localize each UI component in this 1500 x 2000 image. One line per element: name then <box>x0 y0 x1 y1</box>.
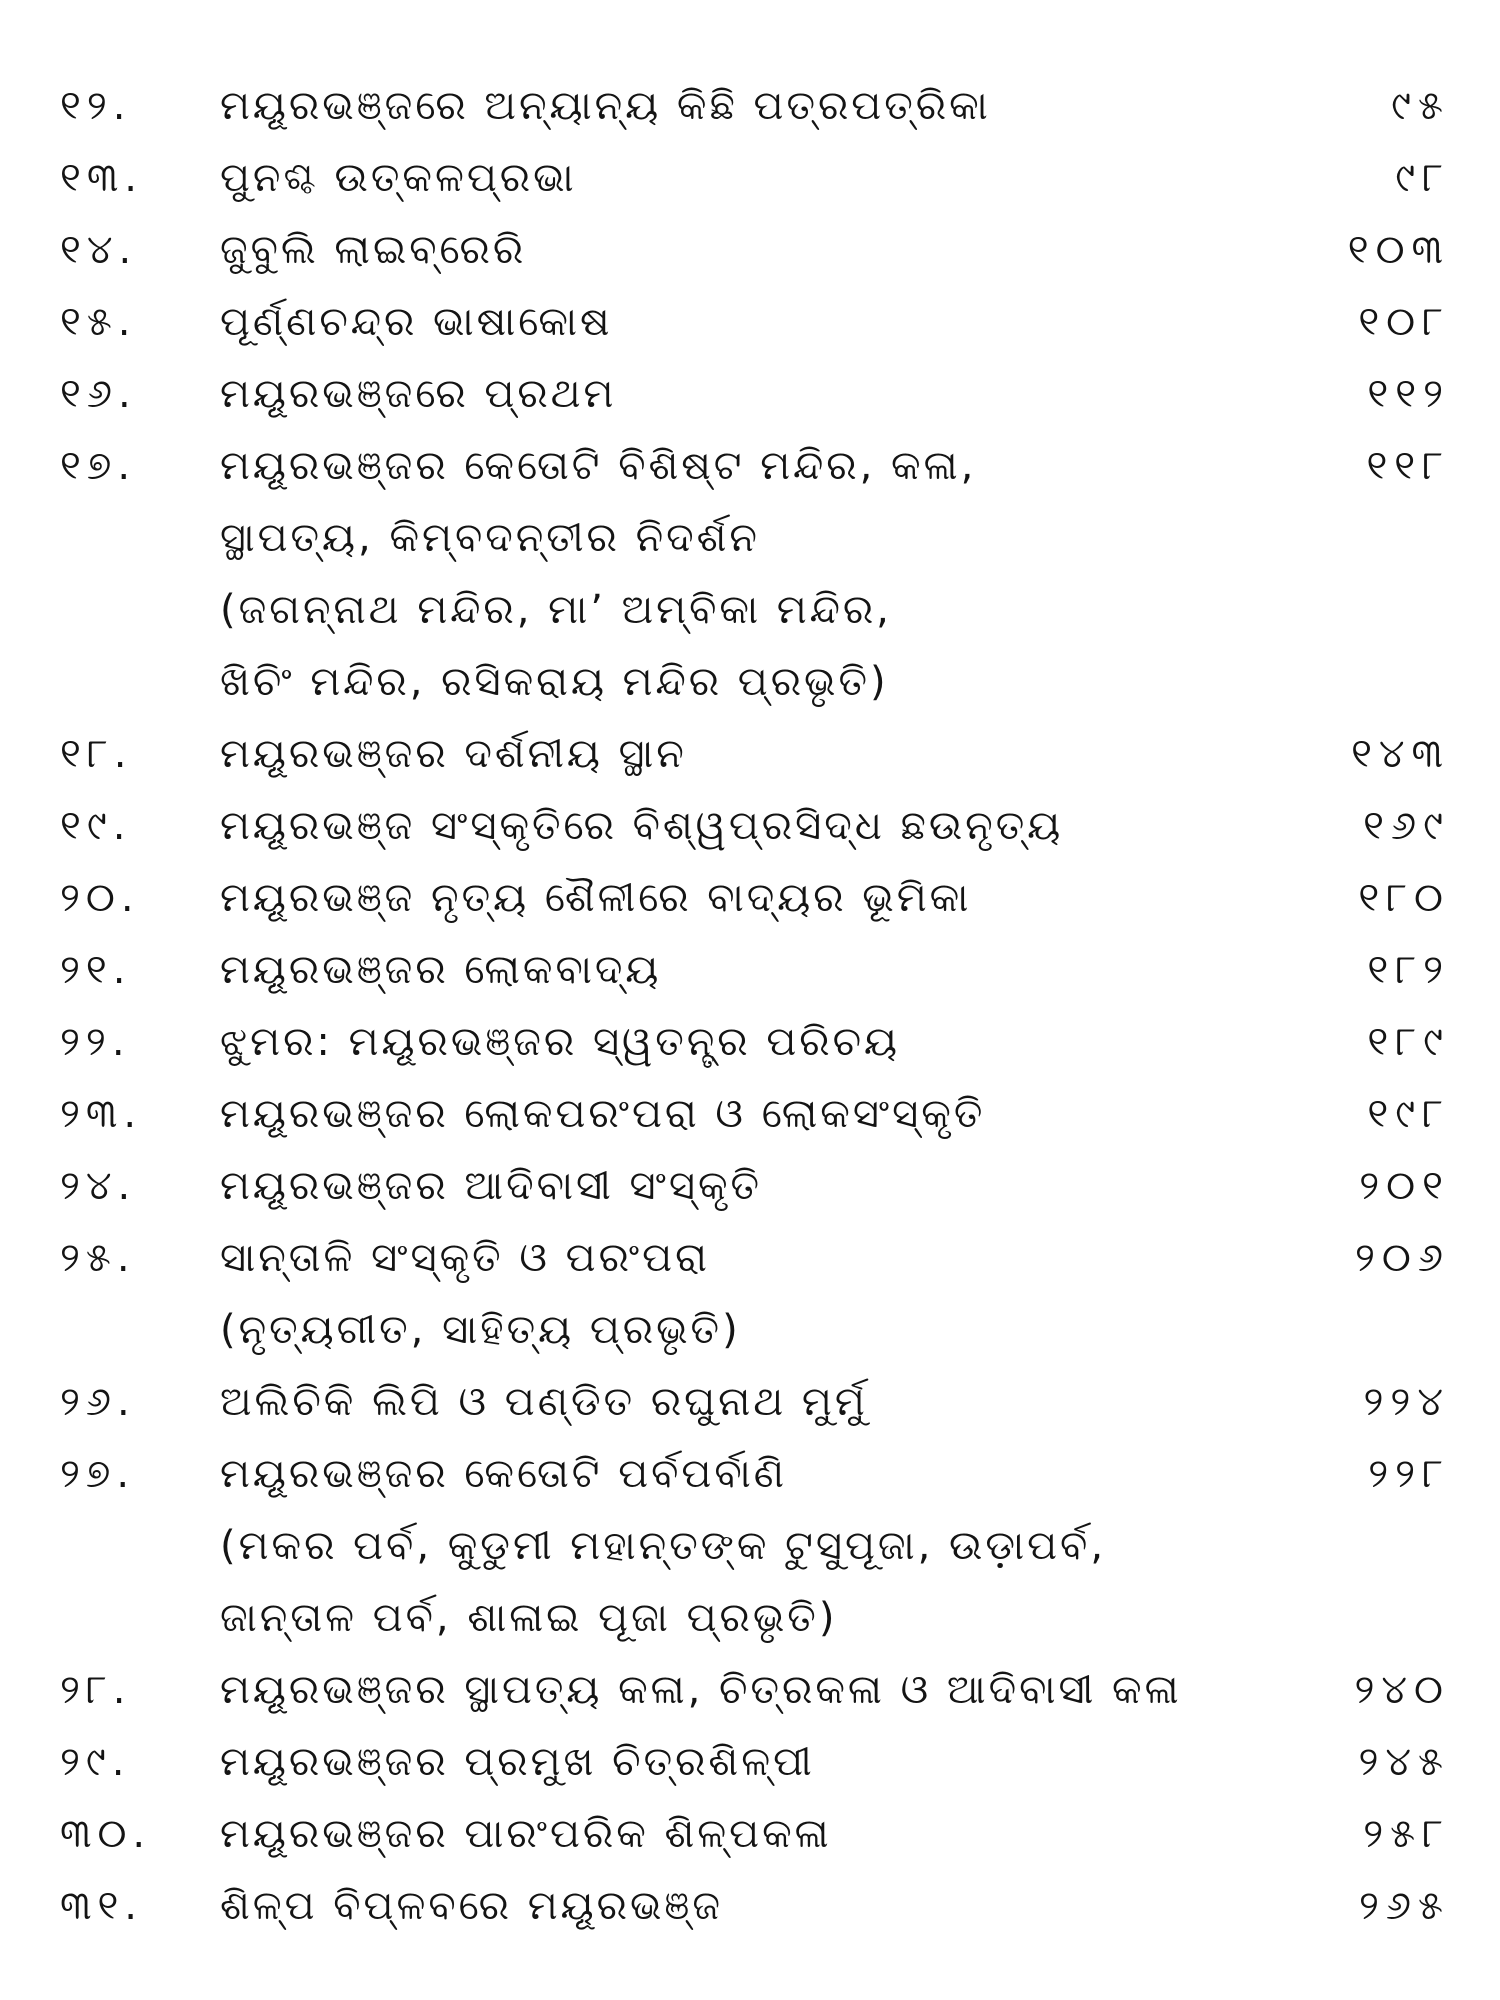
toc-entry <box>60 862 1460 934</box>
chapter-number: ୩୧. <box>60 1883 143 1929</box>
toc-entry <box>60 1222 1460 1366</box>
chapter-title <box>220 430 1250 718</box>
page-number: ୧୮୦ <box>1358 875 1450 921</box>
table-of-contents <box>60 70 1460 1942</box>
chapter-title <box>220 286 1250 358</box>
chapter-title-line: ଅଲିଚିକି ଲିପି ଓ ପଣ୍ଡିତ ରଘୁନାଥ ମୁର୍ମୁ <box>220 1379 868 1425</box>
chapter-title-line: ସାନ୍ତାଳି ସଂସ୍କୃତି ଓ ପରଂପରା <box>220 1235 710 1281</box>
chapter-title <box>220 1006 1250 1078</box>
page-number: ୧୦୩ <box>1347 227 1450 273</box>
page-number: ୧୧୮ <box>1366 443 1450 489</box>
chapter-title-line: ଜୁବୁଲି ଲାଇବ୍ରେରି <box>220 227 527 273</box>
toc-entry <box>60 790 1460 862</box>
chapter-number: ୨୮. <box>60 1667 132 1713</box>
chapter-number: ୧୪. <box>60 227 138 273</box>
page-number: ୨୦୬ <box>1355 1235 1450 1281</box>
chapter-number: ୨୩. <box>60 1091 143 1137</box>
page-number: ୯୫ <box>1391 83 1450 129</box>
chapter-title <box>220 790 1250 862</box>
page-number: ୨୪୫ <box>1358 1739 1450 1785</box>
page-number: ୧୯୮ <box>1367 1091 1450 1137</box>
toc-entry <box>60 430 1460 718</box>
toc-entry <box>60 1870 1460 1942</box>
toc-entry <box>60 70 1460 142</box>
chapter-title-line: ମୟୂରଭଞ୍ଜର ପାରଂପରିକ ଶିଳ୍ପକଳା <box>220 1811 832 1857</box>
chapter-title <box>220 1654 1250 1726</box>
chapter-title-line: ମୟୂରଭଞ୍ଜ ନୃତ୍ୟ ଶୈଳୀରେ ବାଦ୍ୟର ଭୂମିକା <box>220 875 972 921</box>
chapter-title-line: ମୟୂରଭଞ୍ଜରେ ଅନ୍ୟାନ୍ୟ କିଛି ପତ୍ରପତ୍ରିକା <box>220 83 991 129</box>
chapter-title <box>220 142 1250 214</box>
page-number: ୨୬୫ <box>1359 1883 1450 1929</box>
chapter-title-line: ମୟୂରଭଞ୍ଜର ଆଦିବାସୀ ସଂସ୍କୃତି <box>220 1163 763 1209</box>
chapter-title-line: ଜାନ୍ତାଳ ପର୍ବ, ଶାଳାଇ ପୂଜା ପ୍ରଭୃତି) <box>220 1595 838 1641</box>
chapter-title-line: (ନୃତ୍ୟଗୀତ, ସାହିତ୍ୟ ପ୍ରଭୃତି) <box>220 1307 741 1353</box>
chapter-title-line: ପୁନଶ୍ଚ ଉତ୍କଳପ୍ରଭା <box>220 155 577 201</box>
chapter-number: ୨୬. <box>60 1379 136 1425</box>
chapter-title-line: ମୟୂରଭଞ୍ଜର କେତୋଟି ବିଶିଷ୍ଟ ମନ୍ଦିର, କଳା, <box>220 443 977 489</box>
chapter-title-line: ମୟୂରଭଞ୍ଜର କେତୋଟି ପର୍ବପର୍ବାଣି <box>220 1451 787 1497</box>
chapter-title-line: ମୟୂରଭଞ୍ଜରେ ପ୍ରଥମ <box>220 371 617 417</box>
page-number: ୧୦୮ <box>1358 299 1450 345</box>
chapter-title-line: (ମକର ପର୍ବ, କୁଡୁମୀ ମହାନ୍ତଙ୍କ ଟୁସୁପୂଜା, ଉଡ଼ାପର୍ବ, <box>220 1523 1107 1569</box>
toc-entry <box>60 1366 1460 1438</box>
chapter-number: ୧୯. <box>60 803 132 849</box>
page-number: ୨୨୮ <box>1368 1451 1450 1497</box>
page-number: ୨୪୦ <box>1354 1667 1450 1713</box>
chapter-number: ୧୮. <box>60 731 133 777</box>
toc-entry <box>60 1798 1460 1870</box>
toc-entry <box>60 1150 1460 1222</box>
page-number: ୧୧୨ <box>1367 371 1450 417</box>
chapter-number: ୨୭. <box>60 1451 136 1497</box>
chapter-number: ୧୬. <box>60 371 137 417</box>
chapter-number: ୩୦. <box>60 1811 152 1857</box>
page-number: ୨୦୧ <box>1359 1163 1450 1209</box>
chapter-title <box>220 1150 1250 1222</box>
chapter-number: ୧୩. <box>60 155 143 201</box>
page-number: ୧୪୩ <box>1351 731 1450 777</box>
chapter-number: ୨୪. <box>60 1163 137 1209</box>
chapter-title <box>220 1438 1250 1654</box>
chapter-title <box>220 358 1250 430</box>
toc-entry <box>60 1726 1460 1798</box>
toc-entry <box>60 934 1460 1006</box>
chapter-title-line: ଖିଚିଂ ମନ୍ଦିର, ରସିକରାୟ ମନ୍ଦିର ପ୍ରଭୃତି) <box>220 659 889 705</box>
page-number: ୯୮ <box>1395 155 1450 201</box>
page-number: ୨୫୮ <box>1363 1811 1450 1857</box>
chapter-number: ୨୫. <box>60 1235 136 1281</box>
chapter-title <box>220 70 1250 142</box>
chapter-title <box>220 1870 1250 1942</box>
chapter-title <box>220 1366 1250 1438</box>
chapter-title <box>220 1726 1250 1798</box>
chapter-title-line: (ଜଗନ୍ନାଥ ମନ୍ଦିର, ମା’ ଅମ୍ବିକା ମନ୍ଦିର, <box>220 587 892 633</box>
toc-entry <box>60 286 1460 358</box>
toc-entry <box>60 1078 1460 1150</box>
toc-entry <box>60 1654 1460 1726</box>
chapter-title-line: ମୟୂରଭଞ୍ଜର ଲୋକପରଂପରା ଓ ଲୋକସଂସ୍କୃତି <box>220 1091 986 1137</box>
toc-entry <box>60 1438 1460 1654</box>
chapter-number: ୨୧. <box>60 947 132 993</box>
chapter-title-line: ସ୍ଥାପତ୍ୟ, କିମ୍ବଦନ୍ତୀର ନିଦର୍ଶନ <box>220 515 760 561</box>
chapter-title-line: ମୟୂରଭଞ୍ଜର ସ୍ଥାପତ୍ୟ କଳା, ଚିତ୍ରକଳା ଓ ଆଦିବାସୀ କଳା <box>220 1667 1182 1713</box>
chapter-number: ୨୯. <box>60 1739 131 1785</box>
page-number: ୧୮୨ <box>1367 947 1450 993</box>
chapter-title <box>220 1078 1250 1150</box>
toc-entry <box>60 1006 1460 1078</box>
chapter-title <box>220 1798 1250 1870</box>
chapter-title-line: ମୟୂରଭଞ୍ଜର ଦର୍ଶନୀୟ ସ୍ଥାନ <box>220 731 687 777</box>
chapter-number: ୧୫. <box>60 299 137 345</box>
chapter-title <box>220 934 1250 1006</box>
page-number: ୨୨୪ <box>1363 1379 1450 1425</box>
page-number: ୧୮୯ <box>1367 1019 1450 1065</box>
chapter-title-line: ମୟୂରଭଞ୍ଜର ଲୋକବାଦ୍ୟ <box>220 947 662 993</box>
chapter-title <box>220 214 1250 286</box>
toc-entry <box>60 142 1460 214</box>
chapter-title-line: ଝୁମର: ମୟୂରଭଞ୍ଜର ସ୍ୱତନ୍ତ୍ର ପରିଚୟ <box>220 1019 901 1065</box>
chapter-title <box>220 1222 1250 1366</box>
chapter-number: ୧୭. <box>60 443 137 489</box>
toc-entry <box>60 718 1460 790</box>
chapter-title-line: ମୟୂରଭଞ୍ଜ ସଂସ୍କୃତିରେ ବିଶ୍ୱପ୍ରସିଦ୍ଧ ଛଉନୃତ୍ୟ <box>220 803 1064 849</box>
chapter-title-line: ମୟୂରଭଞ୍ଜର ପ୍ରମୁଖ ଚିତ୍ରଶିଳ୍ପୀ <box>220 1739 815 1785</box>
chapter-number: ୨୦. <box>60 875 140 921</box>
page-number: ୧୬୯ <box>1363 803 1450 849</box>
chapter-title-line: ପୂର୍ଣ୍ଣଚନ୍ଦ୍ର ଭାଷାକୋଷ <box>220 299 613 345</box>
toc-entry <box>60 214 1460 286</box>
chapter-number: ୧୨. <box>60 83 132 129</box>
chapter-title-line: ଶିଳ୍ପ ବିପ୍ଳବରେ ମୟୂରଭଞ୍ଜ <box>220 1883 724 1929</box>
chapter-title <box>220 862 1250 934</box>
toc-entry <box>60 358 1460 430</box>
chapter-title <box>220 718 1250 790</box>
chapter-number: ୨୨. <box>60 1019 131 1065</box>
